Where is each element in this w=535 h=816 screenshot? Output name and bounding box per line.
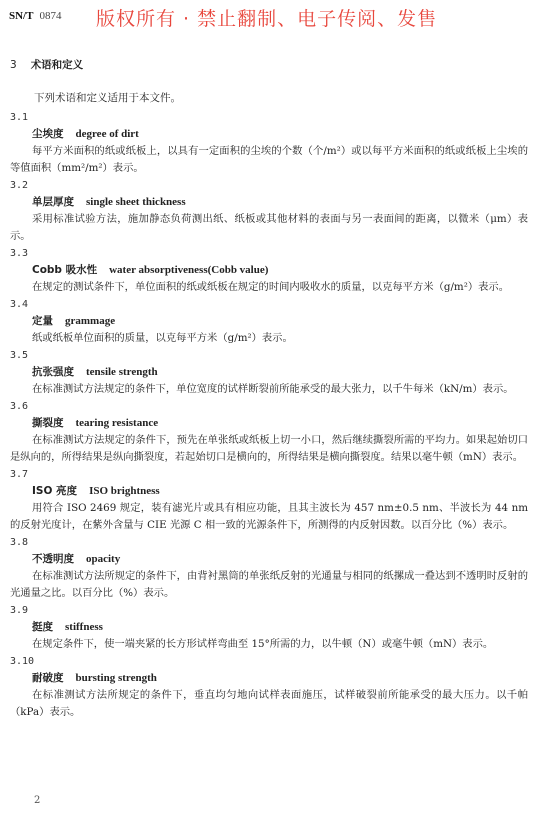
standard-code xyxy=(9,10,61,22)
entry-number: 3.8 xyxy=(10,537,29,548)
entry-number: 3.9 xyxy=(10,605,29,616)
term xyxy=(10,670,528,687)
term-zh: 单层厚度 xyxy=(32,196,74,208)
definition-entry xyxy=(10,109,528,177)
definition-entry xyxy=(10,534,528,602)
definition-entry xyxy=(10,602,528,653)
term-en: stiffness xyxy=(65,621,103,633)
section-title: 术语和定义 xyxy=(30,59,84,71)
entry-number: 3.10 xyxy=(10,656,35,667)
page-number: 2 xyxy=(34,795,41,806)
term-en: tensile strength xyxy=(86,366,158,378)
term-en: degree of dirt xyxy=(75,128,139,140)
definitions-list xyxy=(10,109,528,721)
term-zh: 尘埃度 xyxy=(32,128,64,140)
term xyxy=(10,313,528,330)
entry-number: 3.3 xyxy=(10,248,29,259)
term xyxy=(10,415,528,432)
definition-entry xyxy=(10,296,528,347)
definition-entry xyxy=(10,347,528,398)
definition-entry xyxy=(10,653,528,721)
entry-number: 3.2 xyxy=(10,180,29,191)
term-en: opacity xyxy=(86,553,121,565)
entry-number: 3.5 xyxy=(10,350,29,361)
term-zh: ISO 亮度 xyxy=(32,485,78,497)
section-heading xyxy=(10,57,83,72)
entry-number: 3.6 xyxy=(10,401,29,412)
term xyxy=(10,551,528,568)
entry-number: 3.7 xyxy=(10,469,29,480)
term-zh: Cobb 吸水性 xyxy=(32,264,98,276)
term-en: grammage xyxy=(65,315,116,327)
term xyxy=(10,364,528,381)
term-zh: 抗张强度 xyxy=(32,366,74,378)
term xyxy=(10,619,528,636)
definition-entry xyxy=(10,245,528,296)
intro-text: 下列术语和定义适用于本文件。 xyxy=(34,92,181,104)
term xyxy=(10,194,528,211)
entry-number: 3.1 xyxy=(10,112,29,123)
definition-text: 纸或纸板单位面积的质量，以克每平方米（g/m²）表示。 xyxy=(32,332,293,344)
term-zh: 撕裂度 xyxy=(32,417,64,429)
definition-text: 在标准测试方法规定的条件下，预先在单张纸或纸板上切一小口，然后继续撕裂所需的平均力。如果起始切口是纵向的，所得结果是纵向撕裂度，若起始切口是横向的，所得结果是横向撕裂度。结果以毫牛顿（mN）表示。 xyxy=(10,434,528,463)
term-en: tearing resistance xyxy=(75,417,159,429)
definition-text: 采用标准试验方法，施加静态负荷测出纸、纸板或其他材料的表面与另一表面间的距离，以微米（μm）表示。 xyxy=(10,213,528,242)
term-en: single sheet thickness xyxy=(86,196,186,208)
definition-text: 每平方米面积的纸或纸板上，以具有一定面积的尘埃的个数（个/m²）或以每平方米面积的纸或纸板上尘埃的等值面积（mm²/m²）表示。 xyxy=(10,145,528,174)
term xyxy=(10,126,528,143)
definition-text: 在规定条件下，使一端夹紧的长方形试样弯曲至 15°所需的力，以牛顿（N）或毫牛顿（mN）表示。 xyxy=(32,638,494,650)
term-en: water absorptiveness(Cobb value) xyxy=(109,264,269,276)
definition-text: 用符合 ISO 2469 规定，装有滤光片或具有相应功能，且其主波长为 457 nm±0.5 nm、半波长为 44 nm的反射光度计，在紫外含量与 CIE 光源 C 相一致的光源条件下，所测得的内反射因数。以百分比（%）表示。 xyxy=(10,502,528,531)
term-en: ISO brightness xyxy=(89,485,160,497)
section-number: 3 xyxy=(10,59,17,71)
definition-text: 在标准测试方法规定的条件下，单位宽度的试样断裂前所能承受的最大张力，以千牛每米（kN/m）表示。 xyxy=(32,383,514,395)
definition-entry xyxy=(10,177,528,245)
standard-prefix: SN/T xyxy=(9,10,34,22)
definition-text: 在标准测试方法所规定的条件下，由背衬黑筒的单张纸反射的光通量与相同的纸摞成一叠达到不透明时反射的光通量之比。以百分比（%）表示。 xyxy=(10,570,528,599)
entry-number: 3.4 xyxy=(10,299,29,310)
definition-text: 在规定的测试条件下，单位面积的纸或纸板在规定的时间内吸收水的质量，以克每平方米（g/m²）表示。 xyxy=(32,281,510,293)
term-zh: 不透明度 xyxy=(32,553,74,565)
standard-number: 0874 xyxy=(39,10,62,22)
watermark: 版权所有 · 禁止翻制、电子传阅、发售 xyxy=(96,8,438,30)
term-zh: 耐破度 xyxy=(32,672,64,684)
term xyxy=(10,483,528,500)
definition-entry xyxy=(10,466,528,534)
term-zh: 定量 xyxy=(32,315,53,327)
definition-entry xyxy=(10,398,528,466)
term xyxy=(10,262,528,279)
term-en: bursting strength xyxy=(75,672,157,684)
term-zh: 挺度 xyxy=(32,621,53,633)
definition-text: 在标准测试方法所规定的条件下，垂直均匀地向试样表面施压，试样破裂前所能承受的最大压力。以千帕（kPa）表示。 xyxy=(10,689,528,718)
